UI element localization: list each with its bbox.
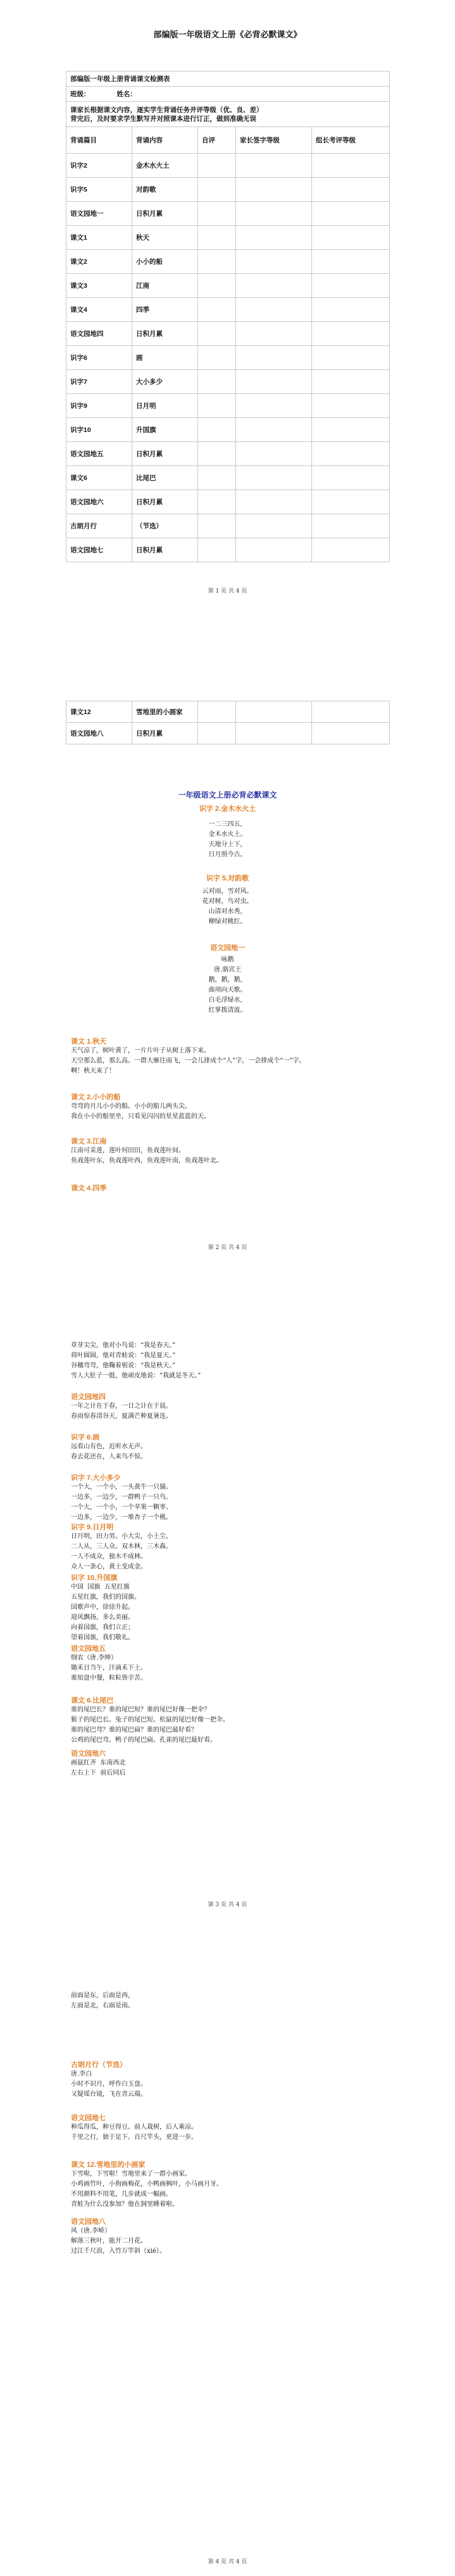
section-heading: 识字 7.大小多少 <box>71 1474 121 1482</box>
empty-cell <box>312 298 390 322</box>
section-heading: 语文园地六 <box>71 1750 106 1758</box>
table-row <box>66 274 390 298</box>
text-line: 千里之行，始于足下。百尺竿头，更进一步。 <box>71 2134 197 2141</box>
poem-line: 红掌拨清波。 <box>208 1007 247 1014</box>
table-row <box>66 514 390 538</box>
empty-cell <box>312 202 390 226</box>
empty-cell <box>236 490 312 514</box>
content-cell: 雪地里的小画家 <box>132 701 198 723</box>
lesson-cell: 课文4 <box>66 298 132 322</box>
empty-cell <box>236 274 312 298</box>
section-heading: 语文园地四 <box>71 1393 106 1401</box>
content-cell: 江南 <box>132 274 198 298</box>
lesson-cell: 识字5 <box>66 178 132 202</box>
text-line: 五星红旗，我们的国旗。 <box>71 1594 140 1601</box>
empty-cell <box>198 154 236 178</box>
section-heading: 语文园地五 <box>71 1645 106 1653</box>
content-cell: 日积月累 <box>132 442 198 466</box>
empty-cell <box>236 178 312 202</box>
text-line: 望着国旗，我们敬礼。 <box>71 1634 134 1641</box>
lesson-cell: 语文园地五 <box>66 442 132 466</box>
empty-cell <box>312 701 390 723</box>
empty-cell <box>236 442 312 466</box>
recitation-check-table <box>66 71 390 562</box>
table-row <box>66 250 390 274</box>
text-line: 过江千尺浪，入竹万竿斜（xié）。 <box>71 2248 166 2255</box>
lesson-cell: 识字2 <box>66 154 132 178</box>
table-row <box>66 442 390 466</box>
text-line: 众人一条心，黄土变成金。 <box>71 1563 147 1570</box>
poem-line: 金木水火土。 <box>208 831 247 838</box>
content-cell: 日积月累 <box>132 490 198 514</box>
table-row <box>66 490 390 514</box>
content-cell: 升国旗 <box>132 418 198 442</box>
poem-line: 白毛浮绿水， <box>208 997 247 1004</box>
page-footer: 第 4 页 共 4 页 <box>208 2559 247 2565</box>
empty-cell <box>198 418 236 442</box>
header-cell: 背诵篇目 <box>66 127 132 154</box>
lesson-cell: 课文6 <box>66 466 132 490</box>
text-line: 前面是东，后面是西， <box>71 1992 134 1999</box>
empty-cell <box>312 370 390 394</box>
empty-cell <box>236 346 312 370</box>
empty-cell <box>198 250 236 274</box>
text-block <box>71 1102 387 1122</box>
section-heading: 识字 2.金木水火土 <box>199 805 256 813</box>
text-line: 天空那么蓝，那么高。一群大雁往南飞，一会儿排成个“人”字，一会排成个“一”字。 <box>71 1057 306 1064</box>
text-line: 谷穗弯弯，他鞠着躬说：“我是秋天。” <box>71 1362 176 1369</box>
table-row <box>66 538 390 562</box>
lesson-cell: 识字7 <box>66 370 132 394</box>
header-cell: 自评 <box>198 127 236 154</box>
empty-cell <box>312 490 390 514</box>
table-row <box>66 298 390 322</box>
empty-cell <box>198 442 236 466</box>
text-line: 日月明，田力男。小大尖，小土尘。 <box>71 1533 172 1540</box>
text-line: 一边多，一边少，一群鸭子一只鸟。 <box>71 1494 172 1501</box>
lesson-cell: 课文1 <box>66 226 132 250</box>
empty-cell <box>236 298 312 322</box>
empty-cell <box>312 394 390 418</box>
table-row <box>66 370 390 394</box>
text-line: 中国 国旗 五星红旗 <box>71 1584 130 1591</box>
empty-cell <box>236 154 312 178</box>
page-footer: 第 1 页 共 4 页 <box>208 588 247 595</box>
text-line: 雪人大肚子一挺，他顽皮地说：“我就是冬天。” <box>71 1372 201 1379</box>
text-block <box>71 1146 387 1166</box>
texts-title: 一年级语文上册必背必默课文 <box>178 791 277 799</box>
section-heading: 识字 5.对韵歌 <box>206 875 249 882</box>
text-line: 天气凉了，树叶黄了，一片片叶子从树上落下来。 <box>71 1047 210 1054</box>
content-cell: 四季 <box>132 298 198 322</box>
name-label: 姓名： <box>116 90 137 98</box>
header-cell: 组长考评等级 <box>312 127 390 154</box>
section-heading: 识字 9.日月明 <box>71 1524 114 1531</box>
empty-cell <box>198 514 236 538</box>
text-line: 不用颜料不用笔，几步就成一幅画。 <box>71 2191 172 2198</box>
lesson-cell: 古朗月行 <box>66 514 132 538</box>
text-line: 锄禾日当午，汗滴禾下土。 <box>71 1665 147 1672</box>
empty-cell <box>312 154 390 178</box>
content-cell: 日积月累 <box>132 538 198 562</box>
empty-cell <box>198 274 236 298</box>
section-heading: 语文园地七 <box>71 2114 106 2122</box>
empty-cell <box>312 514 390 538</box>
text-line: 谁知盘中餐，粒粒皆辛苦。 <box>71 1675 147 1682</box>
content-cell: 对韵歌 <box>132 178 198 202</box>
text-line: 荷叶圆圆，他对青蛙说：“我是夏天。” <box>71 1352 176 1359</box>
empty-cell <box>236 394 312 418</box>
empty-cell <box>312 538 390 562</box>
empty-cell <box>236 322 312 346</box>
lesson-cell: 识字10 <box>66 418 132 442</box>
text-block <box>71 1046 387 1076</box>
empty-cell <box>198 370 236 394</box>
text-block <box>71 1341 387 1381</box>
page-footer: 第 3 页 共 4 页 <box>208 1902 247 1908</box>
recitation-check-table-continued <box>66 701 390 744</box>
section-heading: 识字 6.画 <box>71 1434 100 1441</box>
lesson-cell: 识字6 <box>66 346 132 370</box>
class-name-row <box>66 87 390 102</box>
text-line: 猴子的尾巴长。兔子的尾巴短。松鼠的尾巴好像一把伞。 <box>71 1716 229 1723</box>
lesson-cell: 课文3 <box>66 274 132 298</box>
section-heading: 语文园地一 <box>210 944 245 952</box>
content-cell: 日积月累 <box>132 202 198 226</box>
content-cell: 比尾巴 <box>132 466 198 490</box>
text-line: 春去花还在，人来鸟不惊。 <box>71 1453 147 1460</box>
text-line: 画鼠红齐 东南西北 <box>71 1759 126 1766</box>
note-line: 背完后，及时要求学生默写并对照课本进行订正，做到准确无误 <box>70 114 256 123</box>
empty-cell <box>198 466 236 490</box>
lesson-cell: 语文园地六 <box>66 490 132 514</box>
text-line: 二人从，三人众。双木林，三木森。 <box>71 1543 172 1550</box>
text-line: 一人不成众，独木不成林。 <box>71 1553 147 1560</box>
empty-cell <box>236 701 312 723</box>
section-heading: 课文 2.小小的船 <box>71 1094 121 1101</box>
table-row <box>66 226 390 250</box>
section-heading: 语文园地八 <box>71 2218 106 2226</box>
lesson-cell: 语文园地七 <box>66 538 132 562</box>
text-line: 一年之计在于春，一日之计在于晨。 <box>71 1403 172 1410</box>
table-title: 部编版一年级上册背诵课文检测表 <box>66 71 390 87</box>
text-line: 谁的尾巴弯？谁的尾巴扁？谁的尾巴最好看？ <box>71 1727 197 1734</box>
table-row <box>66 346 390 370</box>
table-row <box>66 466 390 490</box>
empty-cell <box>198 723 236 744</box>
content-cell: 小小的船 <box>132 250 198 274</box>
text-line: 一边多，一边少，一堆杏子一个桃。 <box>71 1514 172 1521</box>
empty-cell <box>236 226 312 250</box>
header-cell: 家长签字等级 <box>236 127 312 154</box>
section-heading: 课文 6.比尾巴 <box>71 1697 114 1704</box>
text-line: 左右上下 前后同后 <box>71 1770 126 1777</box>
section-heading: 课文 4.四季 <box>71 1185 107 1192</box>
content-cell: 大小多少 <box>132 370 198 394</box>
empty-cell <box>198 701 236 723</box>
content-cell: 画 <box>132 346 198 370</box>
lesson-cell: 识字9 <box>66 394 132 418</box>
table-row <box>66 394 390 418</box>
text-line: 小时不识月，呼作白玉盘。 <box>71 2081 147 2088</box>
section-heading: 课文 12.雪地里的小画家 <box>71 2161 146 2169</box>
poem-line: 鹅，鹅，鹅， <box>208 977 247 983</box>
text-line: 草芽尖尖，他对小鸟说：“我是春天。” <box>71 1342 176 1349</box>
empty-cell <box>236 370 312 394</box>
table-notes <box>66 102 390 127</box>
poem-line: 曲项向天歌。 <box>208 987 247 994</box>
text-block <box>71 1991 387 2011</box>
poem-line: 花对树，鸟对虫。 <box>202 898 253 905</box>
empty-cell <box>198 394 236 418</box>
lesson-cell: 语文园地八 <box>66 723 132 744</box>
empty-cell <box>198 490 236 514</box>
text-line: 江南可采莲，莲叶何田田，鱼戏莲叶间。 <box>71 1147 185 1154</box>
poem-block <box>0 820 455 860</box>
text-line: 春雨惊春清谷天，夏满芒种夏暑连。 <box>71 1413 172 1420</box>
empty-cell <box>312 178 390 202</box>
empty-cell <box>312 250 390 274</box>
text-line: 小鸡画竹叶，小狗画梅花，小鸭画枫叶，小马画月牙。 <box>71 2181 223 2188</box>
content-cell: 秋天 <box>132 226 198 250</box>
text-line: 鱼戏莲叶东，鱼戏莲叶西，鱼戏莲叶南，鱼戏莲叶北。 <box>71 1157 223 1164</box>
empty-cell <box>236 538 312 562</box>
poem-block <box>0 887 455 927</box>
page-footer: 第 2 页 共 4 页 <box>208 1245 247 1251</box>
content-cell: 金木水火土 <box>132 154 198 178</box>
empty-cell <box>236 418 312 442</box>
text-line: 啊！秋天来了！ <box>71 1068 115 1075</box>
text-line: 迎风飘扬，多么美丽。 <box>71 1614 134 1621</box>
section-heading: 识字 10.升国旗 <box>71 1574 118 1582</box>
empty-cell <box>198 178 236 202</box>
content-cell: 日积月累 <box>132 723 198 744</box>
note-line: 课家长根据课文内容，逐实学生背诵任务并评等级（优、良、差） <box>70 106 263 114</box>
empty-cell <box>236 466 312 490</box>
empty-cell <box>236 514 312 538</box>
lesson-cell: 语文园地一 <box>66 202 132 226</box>
text-line: 解落三秋叶，能开二月花。 <box>71 2238 147 2245</box>
text-line: 公鸡的尾巴弯。鸭子的尾巴扁。孔雀的尾巴最好看。 <box>71 1737 216 1744</box>
lesson-cell: 课文2 <box>66 250 132 274</box>
poem-line: 唐.骆宾王 <box>213 966 242 973</box>
poem-block <box>0 955 455 1016</box>
poem-line: 天地分上下， <box>208 841 247 848</box>
content-cell: 日月明 <box>132 394 198 418</box>
empty-cell <box>312 322 390 346</box>
section-heading: 课文 1.秋天 <box>71 1038 107 1045</box>
empty-cell <box>236 250 312 274</box>
lesson-cell: 课文12 <box>66 701 132 723</box>
class-label: 班级： <box>70 90 90 98</box>
text-line: 向着国旗，我们立正； <box>71 1624 134 1631</box>
empty-cell <box>236 202 312 226</box>
empty-cell <box>198 346 236 370</box>
table-row <box>66 723 390 744</box>
text-line: 弯弯的月儿小小的船。小小的船儿两头尖。 <box>71 1103 191 1110</box>
text-line: 青蛙为什么没参加？他在洞里睡着啦。 <box>71 2201 178 2208</box>
empty-cell <box>312 418 390 442</box>
text-line: 悯农（唐.李绅） <box>71 1655 118 1661</box>
lesson-cell: 语文园地四 <box>66 322 132 346</box>
section-heading: 古朗月行（节选） <box>71 2061 127 2069</box>
table-row <box>66 202 390 226</box>
table-row <box>66 322 390 346</box>
empty-cell <box>312 346 390 370</box>
section-heading: 课文 3.江南 <box>71 1138 107 1145</box>
poem-line: 一二三四五， <box>208 821 247 828</box>
text-line: 国歌声中，徐徐升起。 <box>71 1604 134 1611</box>
empty-cell <box>236 723 312 744</box>
header-cell: 背诵内容 <box>132 127 198 154</box>
poem-line: 云对雨，雪对风。 <box>202 888 253 895</box>
empty-cell <box>198 202 236 226</box>
document-title: 部编版一年级语文上册《必背必默课文》 <box>153 30 302 40</box>
text-line: 一个大，一个小，一头黄牛一只猫。 <box>71 1484 172 1491</box>
poem-line: 山清对水秀， <box>208 908 247 915</box>
empty-cell <box>312 466 390 490</box>
empty-cell <box>312 226 390 250</box>
text-line: 远看山有色，近听水无声。 <box>71 1443 147 1450</box>
table-header-row <box>66 127 390 154</box>
text-line: 谁的尾巴长？谁的尾巴短？谁的尾巴好像一把伞？ <box>71 1706 210 1713</box>
empty-cell <box>198 298 236 322</box>
text-line: 风（唐.李峤） <box>71 2228 111 2234</box>
empty-cell <box>198 322 236 346</box>
text-line: 左面是北，右面是南。 <box>71 2002 134 2009</box>
content-cell: 日积月累 <box>132 322 198 346</box>
empty-cell <box>312 274 390 298</box>
poem-line: 柳绿对桃红。 <box>208 918 247 925</box>
table-row <box>66 154 390 178</box>
empty-cell <box>312 723 390 744</box>
text-line: 种瓜得瓜，种豆得豆。前人栽树，后人乘凉。 <box>71 2124 197 2131</box>
content-cell: （节选） <box>132 514 198 538</box>
text-line: 又疑瑶台镜，飞在青云端。 <box>71 2091 147 2098</box>
poem-line: 咏鹅 <box>221 956 234 963</box>
table-row <box>66 178 390 202</box>
empty-cell <box>198 226 236 250</box>
text-line: 下雪啦，下雪啦！雪地里来了一群小画家。 <box>71 2171 191 2178</box>
empty-cell <box>312 442 390 466</box>
text-line: 唐.李白 <box>71 2071 92 2078</box>
table-row <box>66 418 390 442</box>
empty-cell <box>198 538 236 562</box>
table-row <box>66 701 390 723</box>
text-line: 一个大，一个小，一个苹果一颗枣。 <box>71 1504 172 1511</box>
poem-line: 日月照今古。 <box>208 851 247 858</box>
text-line: 我在小小的船里坐，只看见闪闪的星星蓝蓝的天。 <box>71 1113 210 1120</box>
